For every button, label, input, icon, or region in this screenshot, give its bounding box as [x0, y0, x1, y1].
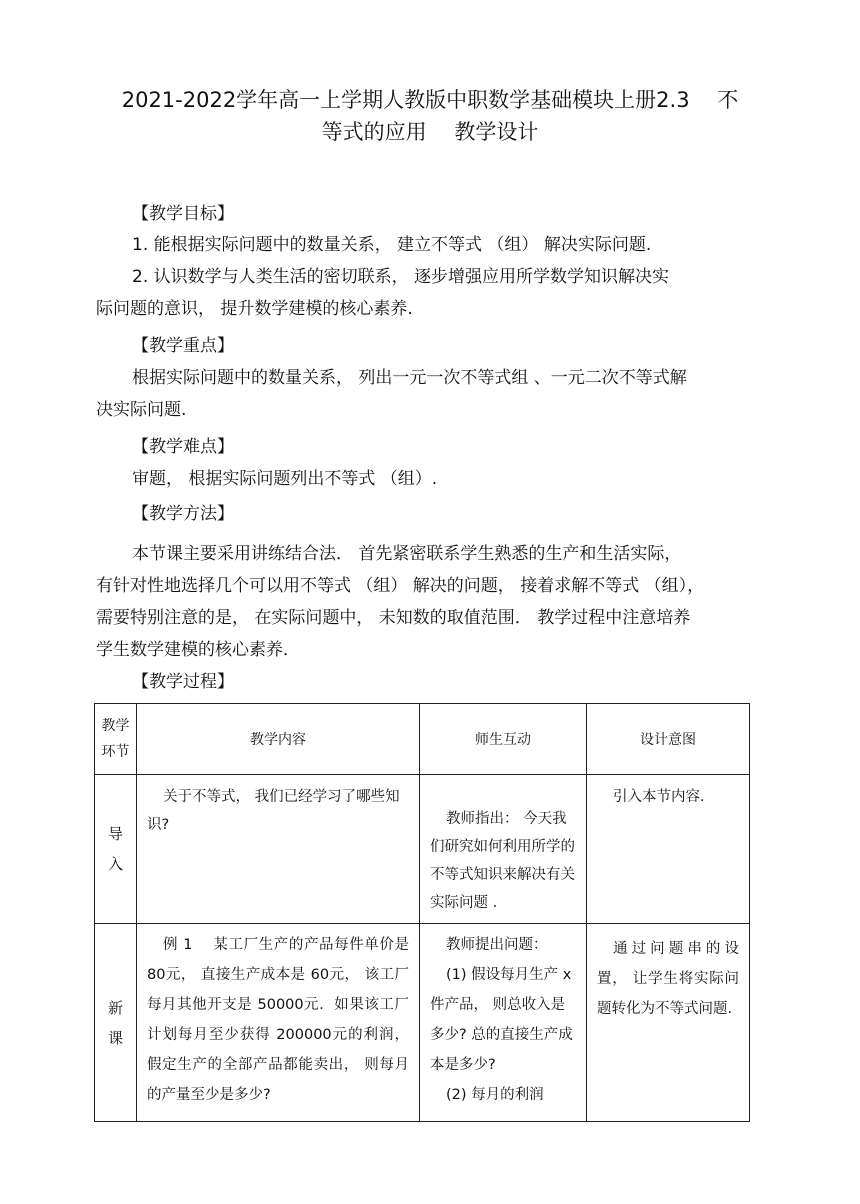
goals-heading: 【教学目标】	[132, 204, 234, 224]
key-points	[96, 362, 756, 426]
key-heading: 【教学重点】	[132, 336, 234, 356]
interaction-line-1: 教师提出问题：	[446, 937, 548, 953]
header-stage: 教学环节	[95, 704, 137, 775]
method-line-3: 需要特别注意的是， 在实际问题中， 未知数的取值范围． 教学过程中注意培养	[96, 608, 691, 628]
header-interaction: 师生互动	[420, 704, 587, 775]
interaction-line-3: (2) 每月的利润	[446, 1087, 544, 1103]
key-line-1: 根据实际问题中的数量关系， 列出一元一次不等式组 、一元二次不等式解	[132, 368, 687, 388]
document-title	[90, 84, 770, 148]
method-line-2: 有针对性地选择几个可以用不等式 （组） 解决的问题， 接着求解不等式 （组），	[96, 576, 705, 596]
goal-2-line-2: 际问题的意识， 提升数学建模的核心素养.	[96, 299, 413, 319]
content-intro: 关于不等式， 我们已经学习了哪些知识?	[137, 775, 420, 924]
method-text	[96, 538, 756, 666]
content-example-1: 例 1 某工厂生产的产品每件单价是 80元， 直接生产成本是 60元， 该工厂每月其他开支是 50000元．如果该工厂计划每月至少获得 200000元的利润， 假定生产的全部产品都能卖出， 则每月的产量至少是多少?	[137, 924, 420, 1122]
table-row	[95, 775, 750, 924]
interaction-new-lesson	[420, 924, 587, 1122]
method-heading: 【教学方法】	[132, 504, 234, 524]
method-line-4: 学生数学建模的核心素养．	[96, 640, 300, 660]
header-content: 教学内容	[137, 704, 420, 775]
goal-2	[96, 261, 756, 325]
table-row	[95, 924, 750, 1122]
intent-intro: 引入本节内容.	[587, 775, 750, 924]
table-header-row	[95, 704, 750, 775]
goal-1: 1. 能根据实际问题中的数量关系， 建立不等式 （组） 解决实际问题.	[132, 235, 652, 255]
interaction-intro: 教师指出： 今天我们研究如何利用所学的不等式知识来解决有关实际问题 .	[420, 775, 587, 924]
header-intent: 设计意图	[587, 704, 750, 775]
process-heading: 【教学过程】	[132, 672, 234, 692]
interaction-line-2: (1) 假设每月生产 x 件产品， 则总收入是多少? 总的直接生产成本是多少?	[430, 967, 573, 1073]
stage-intro: 导入	[95, 775, 137, 924]
title-line-1: 2021-2022学年高一上学期人教版中职数学基础模块上册2.3 不	[121, 88, 739, 112]
difficulty-heading: 【教学难点】	[132, 437, 234, 457]
intent-new-lesson: 通过问题串的设置， 让学生将实际问题转化为不等式问题.	[587, 924, 750, 1122]
key-line-2: 决实际问题.	[96, 400, 187, 420]
goal-2-line-1: 2. 认识数学与人类生活的密切联系， 逐步增强应用所学数学知识解决实	[132, 267, 670, 287]
lesson-plan-table	[94, 703, 750, 1122]
difficulty-text: 审题， 根据实际问题列出不等式 （组）.	[132, 469, 438, 489]
method-line-1: 本节课主要采用讲练结合法． 首先紧密联系学生熟悉的生产和生活实际，	[132, 544, 682, 564]
title-line-2: 等式的应用 教学设计	[321, 120, 539, 144]
stage-new-lesson: 新课	[95, 924, 137, 1122]
